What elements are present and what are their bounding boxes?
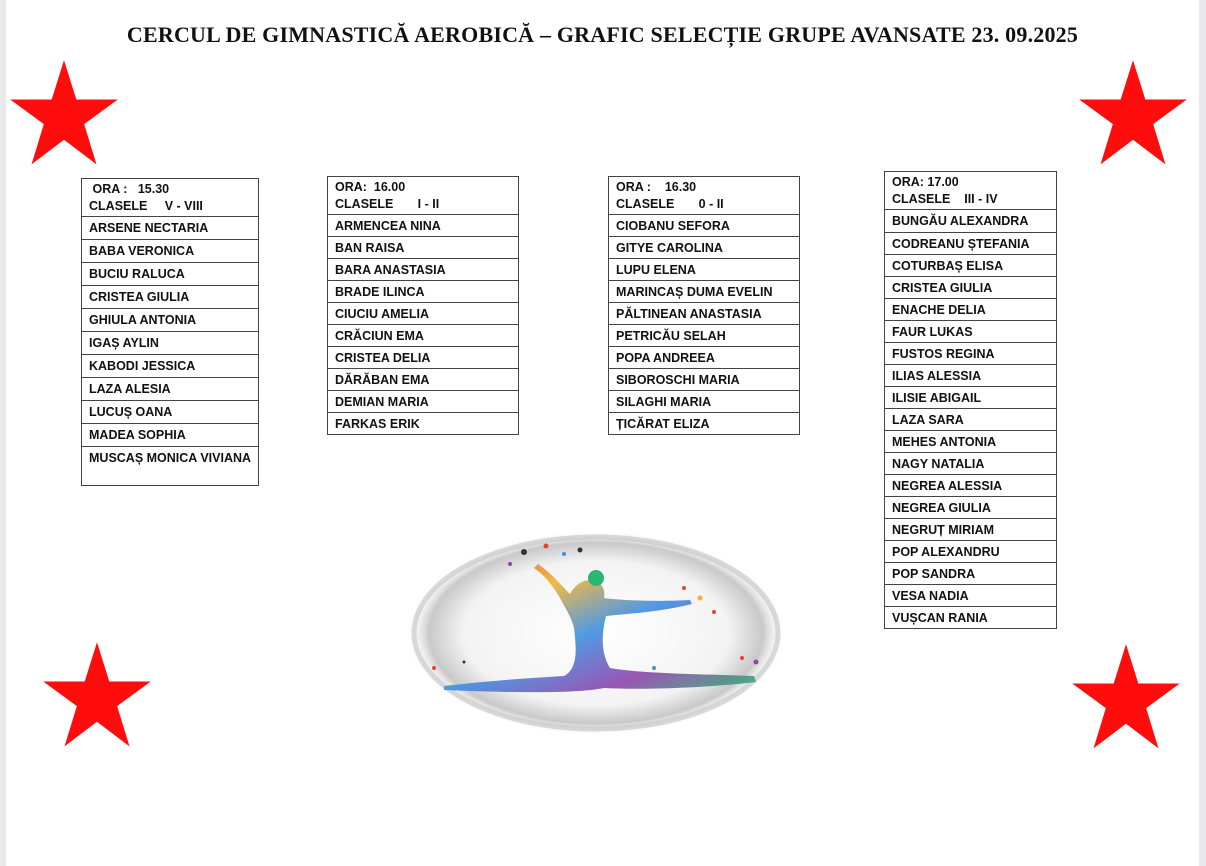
student-row: CODREANU ȘTEFANIA (884, 233, 1057, 255)
group-table-16-00 (327, 176, 519, 435)
student-row: CRISTEA GIULIA (884, 277, 1057, 299)
group-time: ORA : 16.30 (616, 180, 697, 194)
student-row: ARMENCEA NINA (327, 215, 519, 237)
student-row: ILISIE ABIGAIL (884, 387, 1057, 409)
group-header (884, 171, 1057, 210)
star-icon (8, 58, 120, 170)
student-row: BRADE ILINCA (327, 281, 519, 303)
student-row: COTURBAȘ ELISA (884, 255, 1057, 277)
student-row: BARA ANASTASIA (327, 259, 519, 281)
student-row: LUCUȘ OANA (81, 401, 259, 424)
group-classes: CLASELE III - IV (892, 192, 998, 206)
student-row: IGAȘ AYLIN (81, 332, 259, 355)
group-header (327, 176, 519, 215)
star-icon (41, 640, 153, 752)
group-classes: CLASELE V - VIII (89, 199, 203, 213)
student-row: ARSENE NECTARIA (81, 217, 259, 240)
student-row: CRISTEA DELIA (327, 347, 519, 369)
group-time: ORA: 16.00 (335, 180, 406, 194)
page-title: CERCUL DE GIMNASTICĂ AEROBICĂ – GRAFIC SELECȚIE GRUPE AVANSATE 23. 09.2025 (126, 22, 1079, 47)
student-row: NEGRUȚ MIRIAM (884, 519, 1057, 541)
student-row: ILIAS ALESSIA (884, 365, 1057, 387)
group-time: ORA : 15.30 (89, 182, 170, 196)
group-time: ORA: 17.00 (892, 175, 959, 189)
student-row: ȚICĂRAT ELIZA (608, 413, 800, 435)
student-row: GHIULA ANTONIA (81, 309, 259, 332)
group-classes: CLASELE 0 - II (616, 197, 724, 211)
student-row: SILAGHI MARIA (608, 391, 800, 413)
student-row: LAZA ALESIA (81, 378, 259, 401)
student-row: VUȘCAN RANIA (884, 607, 1057, 629)
student-row: MADEA SOPHIA (81, 424, 259, 447)
student-row: FUSTOS REGINA (884, 343, 1057, 365)
student-row: FAUR LUKAS (884, 321, 1057, 343)
student-row: FARKAS ERIK (327, 413, 519, 435)
document-page (6, 0, 1199, 866)
student-row: GITYE CAROLINA (608, 237, 800, 259)
student-row: MUSCAȘ MONICA VIVIANA (81, 447, 259, 486)
student-row: NEGREA GIULIA (884, 497, 1057, 519)
student-row: CRISTEA GIULIA (81, 286, 259, 309)
student-row: POP ALEXANDRU (884, 541, 1057, 563)
student-row: POPA ANDREEA (608, 347, 800, 369)
gymnast-illustration (404, 528, 788, 738)
student-row: DEMIAN MARIA (327, 391, 519, 413)
star-icon (1070, 642, 1182, 754)
student-row: BABA VERONICA (81, 240, 259, 263)
student-row: SIBOROSCHI MARIA (608, 369, 800, 391)
student-row: ENACHE DELIA (884, 299, 1057, 321)
student-row: POP SANDRA (884, 563, 1057, 585)
group-header (81, 178, 259, 217)
student-row: DĂRĂBAN EMA (327, 369, 519, 391)
student-row: LUPU ELENA (608, 259, 800, 281)
student-row: VESA NADIA (884, 585, 1057, 607)
star-icon (1077, 58, 1189, 170)
student-row: MEHES ANTONIA (884, 431, 1057, 453)
student-row: BUNGĂU ALEXANDRA (884, 210, 1057, 233)
group-table-16-30 (608, 176, 800, 435)
group-table-15-30 (81, 178, 259, 486)
student-row: CIOBANU SEFORA (608, 215, 800, 237)
group-header (608, 176, 800, 215)
group-table-17-00 (884, 171, 1057, 629)
group-classes: CLASELE I - II (335, 197, 440, 211)
student-row: LAZA SARA (884, 409, 1057, 431)
student-row: MARINCAȘ DUMA EVELIN (608, 281, 800, 303)
student-row: NAGY NATALIA (884, 453, 1057, 475)
student-row: BAN RAISA (327, 237, 519, 259)
student-row: PĂLTINEAN ANASTASIA (608, 303, 800, 325)
student-row: CRĂCIUN EMA (327, 325, 519, 347)
student-row: PETRICĂU SELAH (608, 325, 800, 347)
student-row: BUCIU RALUCA (81, 263, 259, 286)
student-row: NEGREA ALESSIA (884, 475, 1057, 497)
student-row: CIUCIU AMELIA (327, 303, 519, 325)
student-row: KABODI JESSICA (81, 355, 259, 378)
